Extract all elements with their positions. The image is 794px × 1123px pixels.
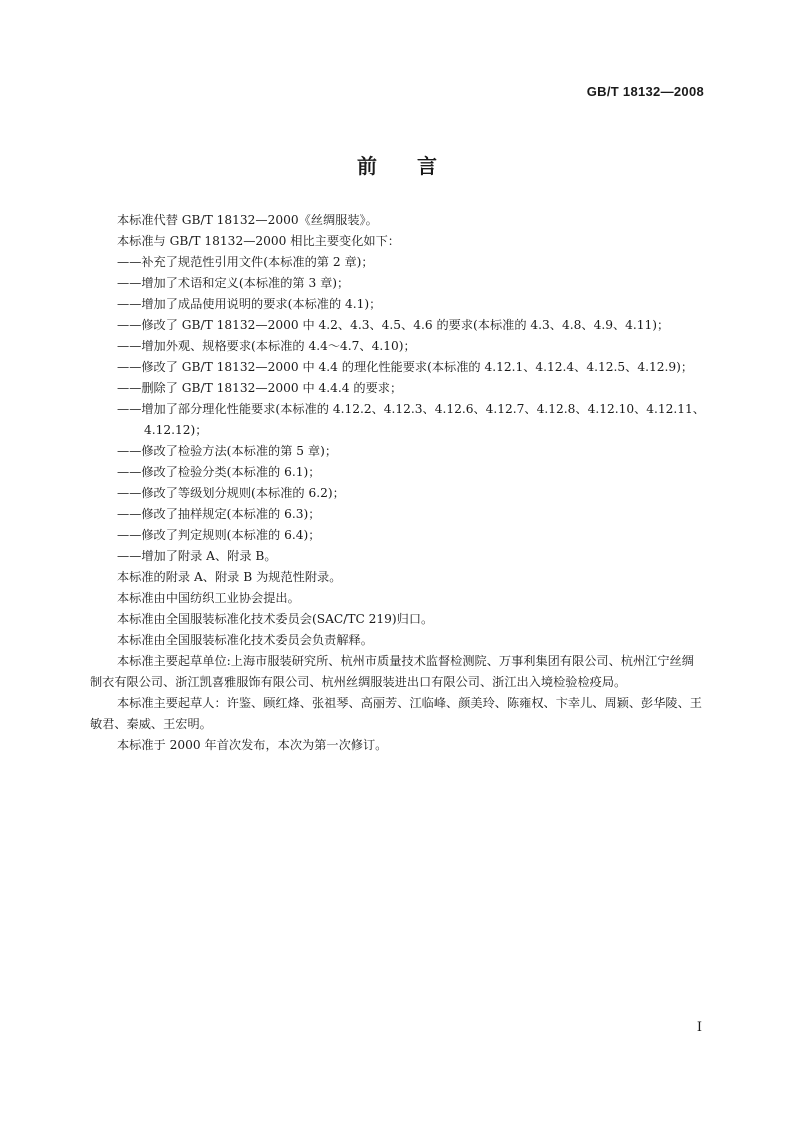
change-item: ——修改了检验方法(本标准的第 5 章)；: [117, 444, 338, 458]
standard-number: GB/T 18132—2008: [586, 84, 704, 99]
change-item: ——增加外观、规格要求(本标准的 4.4～4.7、4.10)；: [117, 339, 416, 353]
change-item: ——修改了等级划分规则(本标准的 6.2)；: [117, 486, 345, 500]
change-item: ——删除了 GB/T 18132—2000 中 4.4.4 的要求；: [117, 381, 403, 395]
publication-history-paragraph: 本标准于 2000 年首次发布，本次为第一次修订。: [117, 738, 388, 752]
closing-paragraph: 本标准由全国服装标准化技术委员会负责解释。: [117, 633, 373, 647]
intro-paragraph: 本标准与 GB/T 18132—2000 相比主要变化如下：: [117, 234, 400, 248]
closing-paragraph: 本标准的附录 A、附录 B 为规范性附录。: [117, 570, 342, 584]
change-item: ——修改了检验分类(本标准的 6.1)；: [117, 465, 321, 479]
intro-paragraph: 本标准代替 GB/T 18132—2000《丝绸服装》。: [117, 213, 378, 227]
change-item: ——修改了 GB/T 18132—2000 中 4.4 的理化性能要求(本标准的 4.12.1、4.12.4、4.12.5、4.12.9)；: [117, 360, 694, 374]
drafting-units-paragraph: 本标准主要起草单位:上海市服装研究所、杭州市质量技术监督检测院、万事利集团有限公司、杭州江宁丝绸制衣有限公司、浙江凯喜雅服饰有限公司、杭州丝绸服装进出口有限公司、浙江出入境检验检疫局。: [90, 654, 694, 689]
page-number: I: [696, 1020, 702, 1035]
closing-paragraph: 本标准由中国纺织工业协会提出。: [117, 591, 300, 605]
change-item: ——修改了抽样规定(本标准的 6.3)；: [117, 507, 321, 521]
change-item: ——修改了判定规则(本标准的 6.4)；: [117, 528, 321, 542]
page-title: 前言: [357, 154, 477, 178]
change-item: ——增加了部分理化性能要求(本标准的 4.12.2、4.12.3、4.12.6、4.12.7、4.12.8、4.12.10、4.12.11、4.12.12)；: [117, 402, 705, 437]
drafters-paragraph: 本标准主要起草人：许鉴、顾红烽、张祖琴、高丽芳、江临峰、颜美玲、陈雍权、卞幸儿、周颖、彭华陵、王敏君、秦威、王宏明。: [90, 696, 702, 731]
closing-paragraph: 本标准由全国服装标准化技术委员会(SAC/TC 219)归口。: [117, 612, 434, 626]
change-item: ——增加了成品使用说明的要求(本标准的 4.1)；: [117, 297, 382, 311]
document-body: [90, 210, 705, 756]
change-item: ——补充了规范性引用文件(本标准的第 2 章)；: [117, 255, 374, 269]
change-item: ——修改了 GB/T 18132—2000 中 4.2、4.3、4.5、4.6 的要求(本标准的 4.3、4.8、4.9、4.11)；: [117, 318, 670, 332]
change-item: ——增加了附录 A、附录 B。: [117, 549, 277, 563]
change-item: ——增加了术语和定义(本标准的第 3 章)；: [117, 276, 350, 290]
